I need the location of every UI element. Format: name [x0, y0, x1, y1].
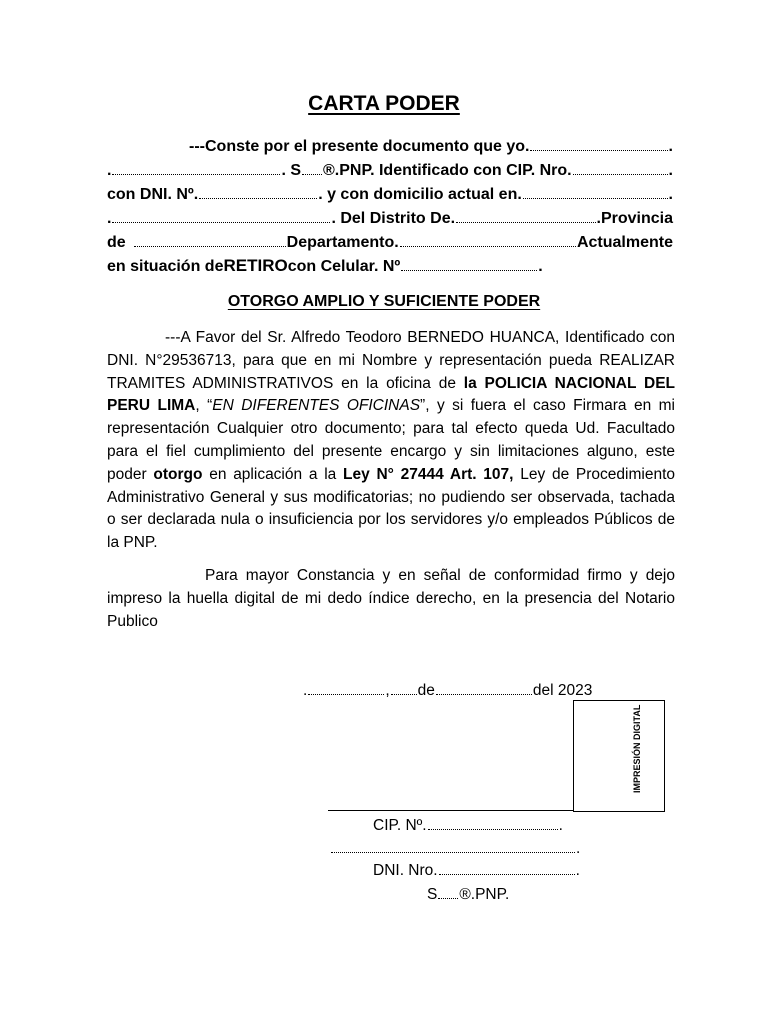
body-paragraph-1 [107, 327, 675, 555]
rank-field[interactable] [302, 160, 322, 175]
form-line-1 [107, 136, 673, 160]
text-run: , [385, 682, 390, 699]
form-text: . Del Distrito De. [331, 210, 456, 227]
form-line-3 [107, 184, 673, 208]
day-field[interactable] [391, 680, 417, 695]
text-run: . [303, 682, 308, 699]
cip-line [373, 815, 563, 835]
signer-name-field[interactable] [331, 838, 575, 853]
form-text: de [107, 234, 126, 251]
section-heading: OTORGO AMPLIO Y SUFICIENTE PODER [227, 293, 541, 310]
form-text: . [538, 258, 543, 275]
signer-dni-field[interactable] [439, 860, 575, 875]
form-text: . [668, 186, 673, 203]
form-text: ®.PNP. Identificado con CIP. Nro. [323, 162, 572, 179]
form-text: con DNI. Nº. [107, 186, 199, 203]
institution-name: la POLICIA NACIONAL DEL PERU LIMA [107, 374, 675, 415]
form-text: ---Conste por el presente documento que yo. [189, 138, 530, 155]
text-run: . [558, 817, 563, 834]
month-field[interactable] [436, 680, 532, 695]
name-continued-field[interactable] [112, 160, 280, 175]
name-field[interactable] [530, 136, 667, 151]
form-line-4 [107, 208, 673, 232]
signature-line[interactable] [328, 810, 574, 811]
text-run: , “ [195, 397, 213, 415]
form-text: Departamento. [286, 234, 399, 251]
date-line [303, 680, 592, 700]
law-reference: Ley N° 27444 Art. 107, [343, 465, 514, 483]
text-run: ---A Favor del Sr. Alfredo Teodoro BERNEDO HUANCA, Identificado con DNI. N°29536713, para que en mi Nombre y representación pueda REALIZAR TRAMITES ADMINISTRATIVOS en la oficina de [107, 329, 675, 392]
body-paragraph-2 [107, 565, 675, 633]
form-text: . [107, 210, 112, 227]
cip-number-field[interactable] [573, 160, 668, 175]
document-title: CARTA PODER [308, 92, 460, 115]
phone-field[interactable] [401, 256, 537, 271]
text-run: Para mayor Constancia y en señal de conformidad firmo y dejo impreso la huella digital de mi dedo índice derecho, en la presencia del Notario Publico [107, 567, 675, 630]
text-run: del 2023 [532, 682, 593, 699]
text-run: S [427, 886, 438, 903]
form-text: con Celular. Nº [287, 258, 401, 275]
form-line-6 [107, 256, 673, 280]
dni-line [373, 860, 580, 880]
place-field[interactable] [308, 680, 384, 695]
form-text: . y con domicilio actual en. [318, 186, 522, 203]
fingerprint-box[interactable] [573, 700, 665, 812]
address-field[interactable] [523, 184, 668, 199]
text-run: CIP. Nº. [373, 817, 427, 834]
form-text: . [107, 162, 112, 179]
form-text: .Provincia [596, 210, 673, 227]
text-run: . [576, 840, 581, 857]
text-bold: otorgo [153, 465, 203, 483]
form-text: . [668, 138, 673, 155]
province-field[interactable] [134, 232, 286, 247]
signer-name-line [330, 838, 580, 858]
district-field[interactable] [456, 208, 595, 223]
office-scope: EN DIFERENTES OFICINAS [212, 397, 421, 415]
signer-rank-field[interactable] [438, 884, 458, 899]
department-field[interactable] [400, 232, 576, 247]
dni-field[interactable] [199, 184, 317, 199]
text-run: ”, y si fuera el caso Firmara en mi representación Cualquier otro documento; para tal efecto queda Ud. Facultado para el fiel cumplimiento del presente encargo y sin limitaciones alguno, este poder [107, 397, 675, 483]
signer-cip-field[interactable] [428, 815, 558, 830]
text-run: DNI. Nro. [373, 862, 438, 879]
status-retiro: RETIRO [223, 256, 288, 275]
text-run: . [575, 862, 580, 879]
address-continued-field[interactable] [112, 208, 330, 223]
fingerprint-label: IMPRESIÓN DIGITAL [632, 704, 642, 793]
text-run: ®.PNP. [459, 886, 510, 903]
form-text: en situación de [107, 258, 224, 275]
rank-line [427, 884, 509, 904]
form-text: . S [281, 162, 302, 179]
form-line-2 [107, 160, 673, 184]
text-run: de [417, 682, 435, 699]
text-run: Ley de Procedimiento Administrativo General y sus modificatorias; no pudiendo ser observada, tachada o ser declarada nula o insuficiencia por los servidores y/o empleados Públicos de la PNP. [107, 465, 676, 552]
text-run: en aplicación a la [202, 465, 344, 483]
form-text: . [668, 162, 673, 179]
form-line-5 [107, 232, 673, 256]
form-text: Actualmente [576, 234, 673, 251]
